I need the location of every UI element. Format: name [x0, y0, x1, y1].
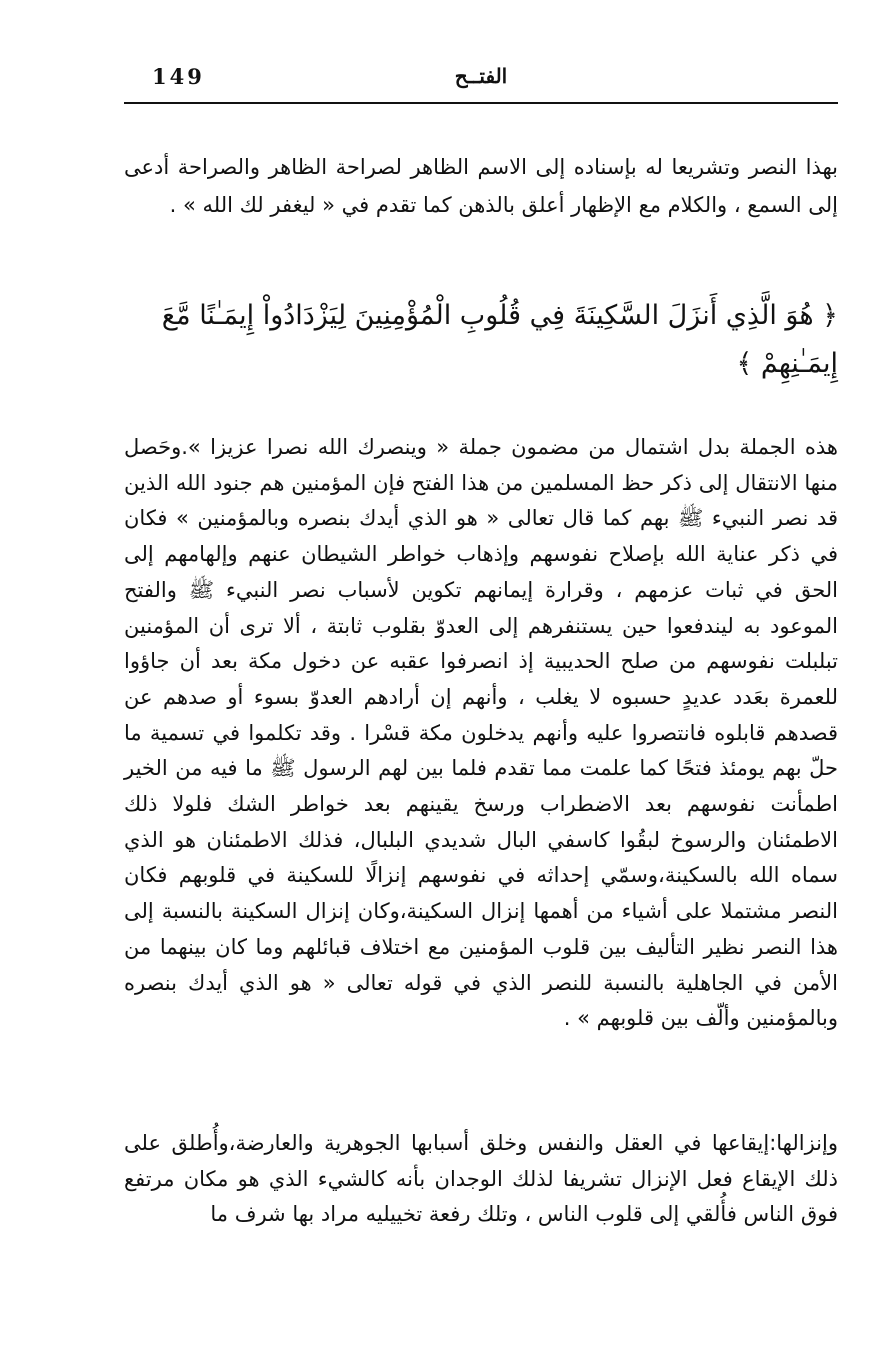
paragraph-intro — [124, 148, 838, 224]
paragraph-commentary-text: هذه الجملة بدل اشتمال من مضمون جملة « وينصرك الله نصرا عزيزا ».وحَصل منها الانتقال إلى ذكر حظ المسلمين من هذا الفتح فإن المؤمنين هم جنود الله الذين قد نصر النبيء ﷺ بهم كما قال تعالى « هو الذي أيدك بنصره وبالمؤمنين » فكان في ذكر عناية الله بإصلاح نفوسهم وإذهاب خواطر الشيطان عنهم وإلهامهم إلى الحق في ثبات عزمهم ، وقرارة إيمانهم تكوين لأسباب نصر النبيء ﷺ والفتح الموعود به ليندفعوا حين يستنفرهم إلى العدوّ بقلوب ثابتة ، ألا ترى أن المؤمنين تبلبلت نفوسهم من صلح الحديبية إذ انصرفوا عقبه عن دخول مكة بعد أن جاؤوا للعمرة بعَدد عديدٍ حسبوه لا يغلب ، وأنهم إن أرادهم العدوّ بسوء أو صدهم عن قصدهم قابلوه فانتصروا عليه وأنهم يدخلون مكة قسْرا . وقد تكلموا في تسمية ما حلّ بهم يومئذ فتحًا كما علمت مما تقدم فلما بين لهم الرسول ﷺ ما فيه من الخير اطمأنت نفوسهم بعد الاضطراب ورسخ يقينهم بعد خواطر الشك فلولا ذلك الاطمئنان والرسوخ لبقُوا كاسفي البال شديدي البلبال، فذلك الاطمئنان هو الذي سماه الله بالسكينة،وسمّي إحداثه في نفوسهم إنزالًا للسكينة في قلوبهم فكان النصر مشتملا على أشياء من أهمها إنزال السكينة،وكان إنزال السكينة بالنسبة إلى هذا النصر نظير التأليف بين قلوب المؤمنين مع اختلاف قبائلهم وما كان بينهما من الأمن في الجاهلية بالنسبة للنصر الذي في قوله تعالى « هو الذي أيدك بنصره وبالمؤمنين وألّف بين قلوبهم » . — [124, 435, 838, 1031]
page-header — [124, 62, 838, 98]
paragraph-intro-text: بهذا النصر وتشريعا له بإسناده إلى الاسم الظاهر لصراحة الظاهر والصراحة أدعى إلى السمع ، والكلام مع الإظهار أعلق بالذهن كما تقدم في « ليغفر لك الله » . — [124, 155, 838, 217]
paragraph-continuation-text: وإنزالها:إيقاعها في العقل والنفس وخلق أسبابها الجوهرية والعارضة،وأُطلق على ذلك الإيقاع فعل الإنزال تشريفا لذلك الوجدان بأنه كالشيء الذي هو مكان مرتفع فوق الناس فأُلقي إلى قلوب الناس ، وتلك رفعة تخييليه مراد بها شرف ما — [124, 1131, 838, 1226]
header-rule — [124, 102, 838, 104]
paragraph-commentary — [124, 430, 838, 1037]
running-title: الفتــح — [454, 64, 508, 88]
paragraph-continuation — [124, 1126, 838, 1233]
quran-verse: ﴿ هُوَ الَّذِي أَنزَلَ السَّكِينَةَ فِي قُلُوبِ الْمُؤْمِنِينَ لِيَزْدَادُواْ إِيمَـٰنًا مَّعَ إِيمَـٰنِهِمْ ﴾ — [161, 300, 838, 379]
page-number: 149 — [152, 64, 205, 89]
